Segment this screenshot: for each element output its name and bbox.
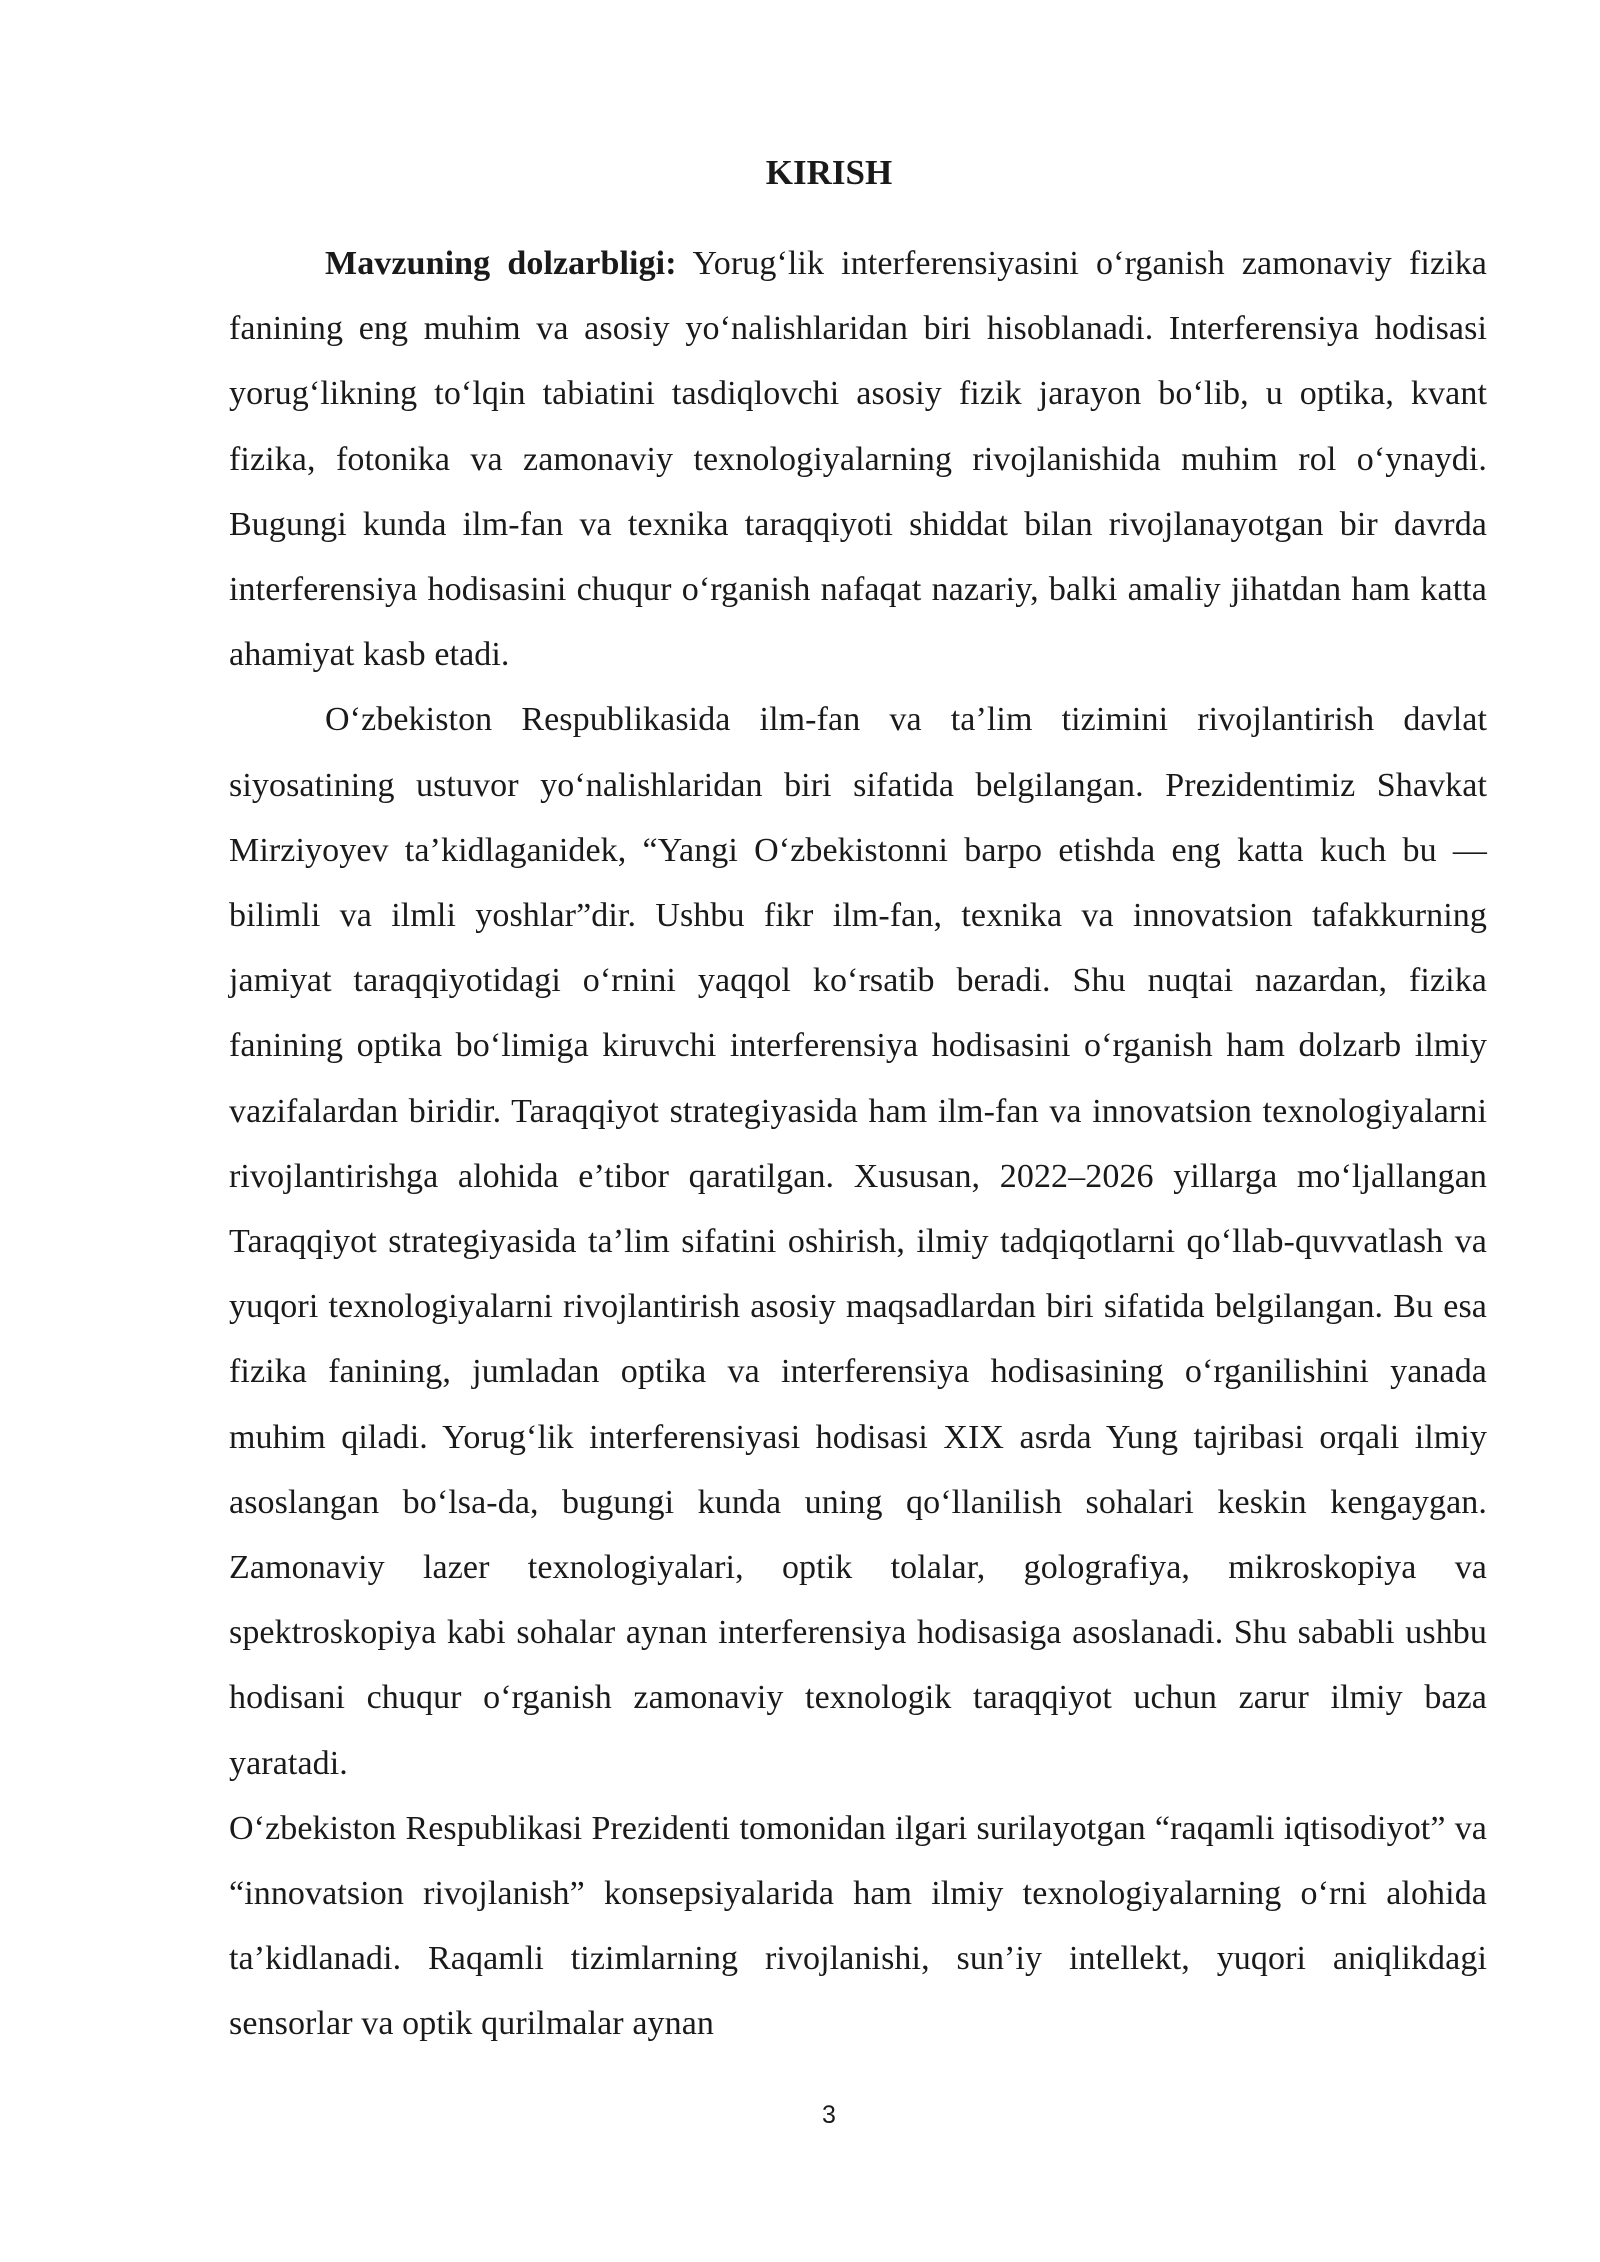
page-number: 3 (822, 2101, 836, 2129)
paragraph-relevance (229, 231, 1487, 687)
document-body (229, 231, 1487, 2057)
paragraph-digital-economy: O‘zbekiston Respublikasi Prezidenti tomonidan ilgari surilayotgan “raqamli iqtisodiyot” va “innovatsion rivojlanish” konsepsiyalarida ham ilmiy texnologiyalarning o‘rni alohida ta’kidlanadi. Raqamli tizimlarning rivojlanishi, sun’iy intellekt, yuqori aniqlikdagi sensorlar va optik qurilmalar aynan (229, 1809, 1487, 2043)
paragraph-text: Yorug‘lik interferensiyasini o‘rganish zamonaviy fizika fanining eng muhim va asosiy yo‘nalishlaridan biri hisoblanadi. Interferensiya hodisasi yorug‘likning to‘lqin tabiatini tasdiqlovchi asosiy fizik jarayon bo‘lib, u optika, kvant fizika, fotonika va zamonaviy texnologiyalarning rivojlanishida muhim rol o‘ynaydi. Bugungi kunda ilm-fan va texnika taraqqiyoti shiddat bilan rivojlanayotgan bir davrda interferensiya hodisasini chuqur o‘rganish nafaqat nazariy, balki amaliy jihatdan ham katta ahamiyat kasb etadi. (229, 245, 1487, 674)
paragraph-uzbekistan-science: O‘zbekiston Respublikasida ilm-fan va ta’lim tizimini rivojlantirish davlat siyosatining ustuvor yo‘nalishlaridan biri sifatida belgilangan. Prezidentimiz Shavkat Mirziyoyev ta’kidlaganidek, “Yangi O‘zbekistonni barpo etishda eng katta kuch bu — bilimli va ilmli yoshlar”dir. Ushbu fikr ilm-fan, texnika va innovatsion tafakkurning jamiyat taraqqiyotidagi o‘rnini yaqqol ko‘rsatib beradi. Shu nuqtai nazardan, fizika fanining optika bo‘limiga kiruvchi interferensiya hodisasini o‘rganish ham dolzarb ilmiy vazifalardan biridir. Taraqqiyot strategiyasida ham ilm-fan va innovatsion texnologiyalarni rivojlantirishga alohida e’tibor qaratilgan. Xususan, 2022–2026 yillarga mo‘ljallangan Taraqqiyot strategiyasida ta’lim sifatini oshirish, ilmiy tadqiqotlarni qo‘llab-quvvatlash va yuqori texnologiyalarni rivojlantirish asosiy maqsadlardan biri sifatida belgilangan. Bu esa fizika fanining, jumladan optika va interferensiya hodisasining o‘rganilishini yanada muhim qiladi. Yorug‘lik interferensiyasi hodisasi XIX asrda Yung tajribasi orqali ilmiy asoslangan bo‘lsa-da, bugungi kunda uning qo‘llanilish sohalari keskin kengaygan. Zamonaviy lazer texnologiyalari, optik tolalar, golografiya, mikroskopiya va spektroskopiya kabi sohalar aynan interferensiya hodisasiga asoslanadi. Shu sababli ushbu hodisani chuqur o‘rganish zamonaviy texnologik taraqqiyot uchun zarur ilmiy baza yaratadi. (229, 701, 1487, 1782)
paragraph-lead: Mavzuning dolzarbligi: (325, 245, 677, 282)
page-title: KIRISH (765, 153, 893, 192)
